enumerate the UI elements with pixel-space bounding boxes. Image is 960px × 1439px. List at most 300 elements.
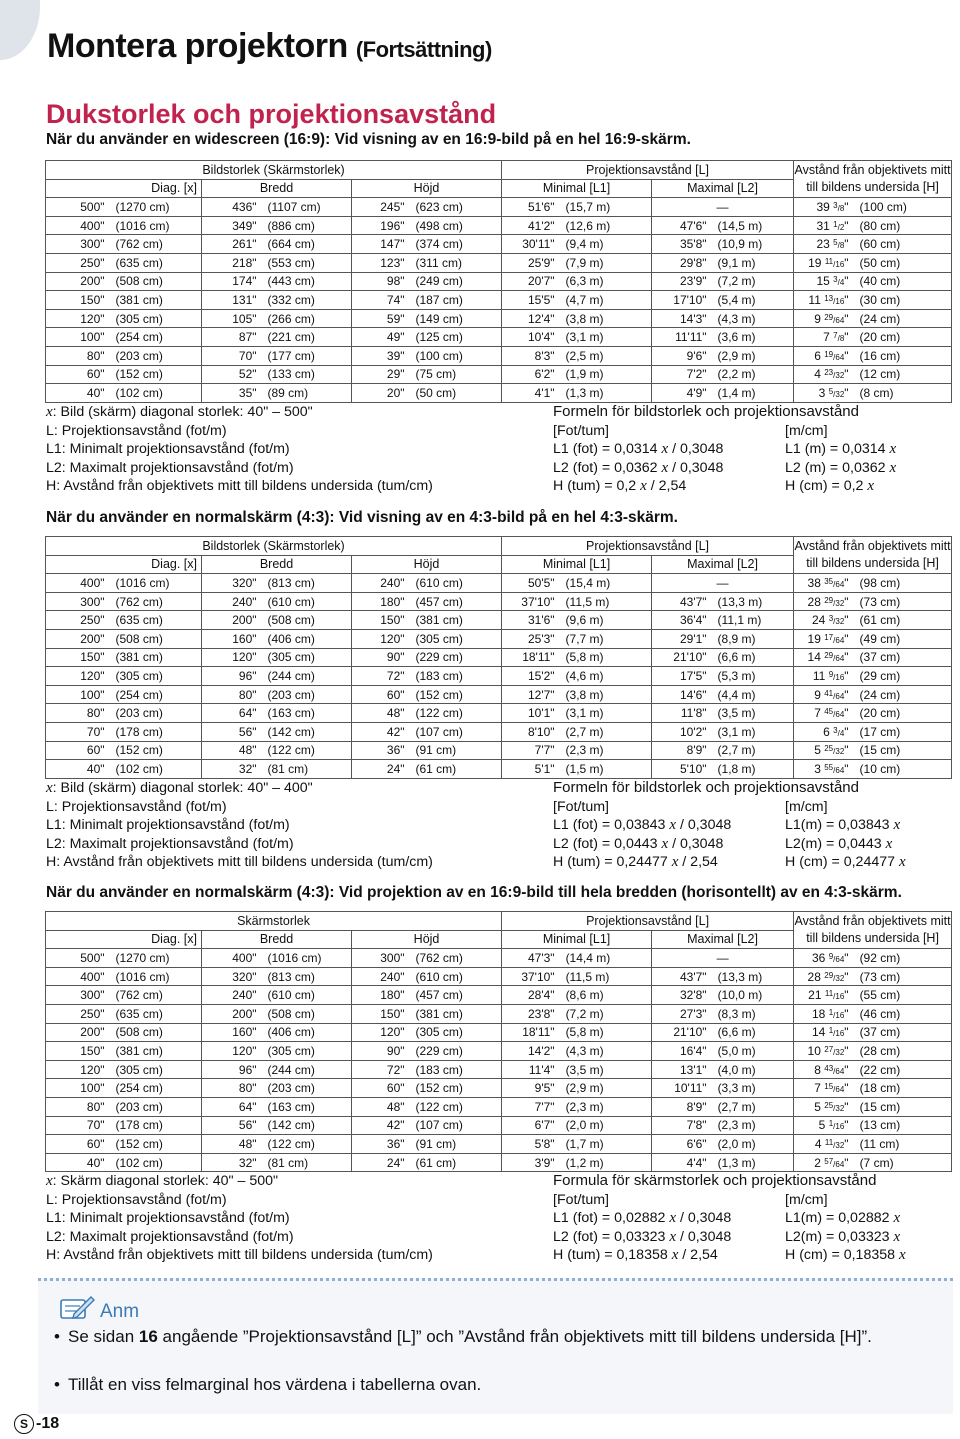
fraction: $^{23}$/32 bbox=[824, 368, 845, 381]
table-cell: (311 cm) bbox=[410, 253, 502, 272]
table-cell: 8'3" bbox=[502, 346, 560, 365]
formula-row: L2 (fot) = 0,03323 x / 0,3048 L2(m) = 0,03323 x bbox=[553, 1228, 901, 1245]
table-cell: 60" bbox=[352, 685, 410, 704]
formula-row: L2 (fot) = 0,0443 x / 0,3048 L2(m) = 0,0443 x bbox=[553, 835, 893, 852]
table-cell: (762 cm) bbox=[110, 986, 202, 1005]
table-cell: 56" bbox=[202, 1116, 262, 1135]
table-cell: (254 cm) bbox=[110, 685, 202, 704]
table-cell: 6'7" bbox=[502, 1116, 560, 1135]
table-cell: (152 cm) bbox=[410, 685, 502, 704]
header-width: Bredd bbox=[202, 179, 352, 198]
legend-line: H: Avstånd från objektivets mitt till bildens undersida (tum/cm) bbox=[46, 478, 433, 495]
table-cell: 3 $^5$/32" bbox=[794, 384, 854, 403]
table-cell: (635 cm) bbox=[110, 1004, 202, 1023]
header-lens-height: Avstånd från objektivets mitt till bildens undersida [H] bbox=[794, 912, 952, 949]
table-cell: 80" bbox=[46, 1097, 110, 1116]
table-cell: 64" bbox=[202, 1097, 262, 1116]
table-cell: 23'9" bbox=[652, 272, 712, 291]
table-cell: 10'1" bbox=[502, 704, 560, 723]
table-cell: (14,4 m) bbox=[560, 949, 652, 968]
table-cell: (332 cm) bbox=[262, 291, 352, 310]
formula-unit-imperial: [Fot/tum] bbox=[553, 422, 609, 439]
table-cell: 5'8" bbox=[502, 1135, 560, 1154]
table-cell: 29" bbox=[352, 365, 410, 384]
table-cell: 200" bbox=[202, 611, 262, 630]
table-cell: 30'11" bbox=[502, 235, 560, 254]
header-screen-size: Bildstorlek (Skärmstorlek) bbox=[46, 161, 502, 180]
table-cell: 20'7" bbox=[502, 272, 560, 291]
table-cell: 36" bbox=[352, 741, 410, 760]
formula-row: L1 (fot) = 0,02882 x / 0,3048 L1(m) = 0,02882 x bbox=[553, 1210, 901, 1227]
table-cell: (102 cm) bbox=[110, 760, 202, 779]
table-cell: (508 cm) bbox=[110, 1023, 202, 1042]
table-cell: 200" bbox=[46, 1023, 110, 1042]
table-cell: 60" bbox=[46, 365, 110, 384]
table-cell: (406 cm) bbox=[262, 629, 352, 648]
table-cell: (50 cm) bbox=[410, 384, 502, 403]
table-cell: 59" bbox=[352, 309, 410, 328]
table-heading: När du använder en normalskärm (4:3): Vid visning av en 4:3-bild på en hel 4:3-skärm. bbox=[46, 509, 678, 526]
table-cell: (10,0 m) bbox=[712, 986, 794, 1005]
fraction: $^{45}$/64 bbox=[824, 707, 845, 720]
table-row bbox=[46, 704, 952, 723]
table-cell: 4'1" bbox=[502, 384, 560, 403]
table-cell: 3 $^{55}$/64" bbox=[794, 760, 854, 779]
table-cell: (122 cm) bbox=[410, 1097, 502, 1116]
note-bullet: • Se sidan 16 angående ”Projektionsavstånd [L]” och ”Avstånd från objektivets mitt till bildens undersida [H]”. bbox=[54, 1327, 872, 1346]
table-cell: (2,3 m) bbox=[560, 1097, 652, 1116]
table-cell: 7'2" bbox=[652, 365, 712, 384]
table-cell: 150" bbox=[46, 648, 110, 667]
table-cell: (266 cm) bbox=[262, 309, 352, 328]
table-cell: (1,3 m) bbox=[560, 384, 652, 403]
formula-unit-imperial: [Fot/tum] bbox=[553, 1191, 609, 1208]
table-cell: 17'10" bbox=[652, 291, 712, 310]
table-cell: 8'9" bbox=[652, 741, 712, 760]
table-cell: 7'8" bbox=[652, 1116, 712, 1135]
fraction: $^{27}$/32 bbox=[824, 1044, 845, 1057]
legend-line: x: Bild (skärm) diagonal storlek: 40" – 500" bbox=[46, 404, 313, 420]
table-cell: (203 cm) bbox=[110, 346, 202, 365]
table-row bbox=[46, 1116, 952, 1135]
table-cell: (1107 cm) bbox=[262, 198, 352, 217]
table-cell: (1,9 m) bbox=[560, 365, 652, 384]
table-cell: 500" bbox=[46, 198, 110, 217]
table-cell: 80" bbox=[46, 704, 110, 723]
table-cell: 48" bbox=[202, 741, 262, 760]
table-cell: 300" bbox=[352, 949, 410, 968]
header-width: Bredd bbox=[202, 930, 352, 949]
table-cell: 13'1" bbox=[652, 1060, 712, 1079]
table-cell: 15 $^3$/4" bbox=[794, 272, 854, 291]
table-cell: (11,5 m) bbox=[560, 592, 652, 611]
table-cell: (7,2 m) bbox=[560, 1004, 652, 1023]
table-cell: 87" bbox=[202, 328, 262, 347]
table-cell: 32" bbox=[202, 1153, 262, 1172]
table-cell: 123" bbox=[352, 253, 410, 272]
table-cell: 120" bbox=[352, 1023, 410, 1042]
table-cell: (5,4 m) bbox=[712, 291, 794, 310]
table-cell: (100 cm) bbox=[410, 346, 502, 365]
fraction: $^3$/4 bbox=[833, 275, 845, 288]
fraction: $^3$/32 bbox=[828, 614, 845, 627]
table-cell: (102 cm) bbox=[110, 1153, 202, 1172]
table-cell: 39 $^3$/8" bbox=[794, 198, 854, 217]
table-cell: 261" bbox=[202, 235, 262, 254]
table-cell: 36'4" bbox=[652, 611, 712, 630]
table-cell: (381 cm) bbox=[110, 291, 202, 310]
table-cell: (2,3 m) bbox=[560, 741, 652, 760]
fraction: $^{55}$/64 bbox=[824, 762, 845, 775]
table-row bbox=[46, 1042, 952, 1061]
table-cell: 150" bbox=[352, 611, 410, 630]
table-cell: (2,7 m) bbox=[712, 741, 794, 760]
table-cell: 8 $^{43}$/64" bbox=[794, 1060, 854, 1079]
table-cell: 72" bbox=[352, 1060, 410, 1079]
table-cell: (4,6 m) bbox=[560, 667, 652, 686]
table-row bbox=[46, 629, 952, 648]
fraction: $^{29}$/32 bbox=[824, 970, 845, 983]
table-cell: 10'2" bbox=[652, 722, 712, 741]
table-cell: (305 cm) bbox=[262, 648, 352, 667]
table-cell: 19 $^{11}$/16" bbox=[794, 253, 854, 272]
formula-row: L2 (fot) = 0,0362 x / 0,3048 L2 (m) = 0,0362 x bbox=[553, 459, 897, 476]
table-cell: — bbox=[652, 198, 794, 217]
table-cell: (2,3 m) bbox=[712, 1116, 794, 1135]
table-cell: (142 cm) bbox=[262, 722, 352, 741]
table-cell: (16 cm) bbox=[854, 346, 952, 365]
pencil-note-icon bbox=[58, 1292, 96, 1322]
table-cell: 160" bbox=[202, 1023, 262, 1042]
table-cell: 4 $^{11}$/32" bbox=[794, 1135, 854, 1154]
formula-row: H (tum) = 0,18358 x / 2,54 H (cm) = 0,18358 x bbox=[553, 1247, 906, 1264]
table-cell: (61 cm) bbox=[854, 611, 952, 630]
table-cell: (73 cm) bbox=[854, 967, 952, 986]
table-cell: 43'7" bbox=[652, 967, 712, 986]
table-cell: 98" bbox=[352, 272, 410, 291]
table-cell: (381 cm) bbox=[410, 611, 502, 630]
table-cell: 25'3" bbox=[502, 629, 560, 648]
table-cell: (22 cm) bbox=[854, 1060, 952, 1079]
table-cell: (4,3 m) bbox=[560, 1042, 652, 1061]
table-cell: (7 cm) bbox=[854, 1153, 952, 1172]
table-cell: 40" bbox=[46, 760, 110, 779]
table-cell: (1016 cm) bbox=[110, 216, 202, 235]
table-cell: (4,0 m) bbox=[712, 1060, 794, 1079]
table-cell: (508 cm) bbox=[262, 611, 352, 630]
table-cell: 74" bbox=[352, 291, 410, 310]
table-cell: (6,3 m) bbox=[560, 272, 652, 291]
table-cell: (406 cm) bbox=[262, 1023, 352, 1042]
fraction: $^{29}$/64 bbox=[824, 312, 845, 325]
table-cell: (49 cm) bbox=[854, 629, 952, 648]
table-cell: (61 cm) bbox=[410, 760, 502, 779]
table-row bbox=[46, 722, 952, 741]
header-max: Maximal [L2] bbox=[652, 930, 794, 949]
table-cell: 349" bbox=[202, 216, 262, 235]
table-cell: 7 $^{45}$/64" bbox=[794, 704, 854, 723]
table-cell: (89 cm) bbox=[262, 384, 352, 403]
table-cell: 300" bbox=[46, 986, 110, 1005]
table-cell: 180" bbox=[352, 592, 410, 611]
formula-block bbox=[553, 403, 896, 496]
table-cell: 300" bbox=[46, 235, 110, 254]
fraction: $^1$/2 bbox=[833, 219, 845, 232]
table-cell: 11'4" bbox=[502, 1060, 560, 1079]
fraction: $^{11}$/16 bbox=[824, 989, 845, 1002]
table-cell: (91 cm) bbox=[410, 741, 502, 760]
table-cell: 12'4" bbox=[502, 309, 560, 328]
table-row bbox=[46, 685, 952, 704]
table-cell: (508 cm) bbox=[110, 629, 202, 648]
table-cell: (73 cm) bbox=[854, 592, 952, 611]
table-row bbox=[46, 216, 952, 235]
table-row bbox=[46, 667, 952, 686]
table-cell: (1016 cm) bbox=[110, 574, 202, 593]
table-cell: 35'8" bbox=[652, 235, 712, 254]
table-cell: (4,3 m) bbox=[712, 309, 794, 328]
header-min: Minimal [L1] bbox=[502, 179, 652, 198]
table-cell: (81 cm) bbox=[262, 1153, 352, 1172]
table-cell: (28 cm) bbox=[854, 1042, 952, 1061]
table-cell: 24" bbox=[352, 760, 410, 779]
fraction: $^1$/16 bbox=[828, 1007, 845, 1020]
table-cell: (553 cm) bbox=[262, 253, 352, 272]
table-row bbox=[46, 309, 952, 328]
legend-line: x: Bild (skärm) diagonal storlek: 40" – 400" bbox=[46, 780, 313, 796]
table-cell: (610 cm) bbox=[262, 592, 352, 611]
table-cell: 120" bbox=[202, 1042, 262, 1061]
table-row bbox=[46, 986, 952, 1005]
table-cell: (664 cm) bbox=[262, 235, 352, 254]
table-cell: (142 cm) bbox=[262, 1116, 352, 1135]
table-cell: (305 cm) bbox=[110, 309, 202, 328]
table-cell: 14'2" bbox=[502, 1042, 560, 1061]
legend-line: H: Avstånd från objektivets mitt till bildens undersida (tum/cm) bbox=[46, 854, 433, 871]
table-cell: (813 cm) bbox=[262, 574, 352, 593]
table-cell: 8'10" bbox=[502, 722, 560, 741]
header-screen-size: Bildstorlek (Skärmstorlek) bbox=[46, 537, 502, 556]
table-cell: (152 cm) bbox=[110, 1135, 202, 1154]
table-cell: 52" bbox=[202, 365, 262, 384]
formula-unit-metric: [m/cm] bbox=[785, 798, 828, 815]
table-cell: 6 $^{19}$/64" bbox=[794, 346, 854, 365]
table-cell: (610 cm) bbox=[410, 967, 502, 986]
table-cell: (163 cm) bbox=[262, 1097, 352, 1116]
table-cell: 200" bbox=[202, 1004, 262, 1023]
table-row bbox=[46, 574, 952, 593]
table-cell: (122 cm) bbox=[410, 704, 502, 723]
table-cell: 120" bbox=[202, 648, 262, 667]
table-cell: (40 cm) bbox=[854, 272, 952, 291]
formula-row: L1 (fot) = 0,03843 x / 0,3048 L1(m) = 0,03843 x bbox=[553, 817, 901, 834]
table-cell: (4,7 m) bbox=[560, 291, 652, 310]
table-cell: (1,5 m) bbox=[560, 760, 652, 779]
header-lens-height: Avstånd från objektivets mitt till bildens undersida [H] bbox=[794, 537, 952, 574]
table-cell: 400" bbox=[46, 967, 110, 986]
legend-line: L2: Maximalt projektionsavstånd (fot/m) bbox=[46, 1228, 294, 1245]
table-cell: (5,0 m) bbox=[712, 1042, 794, 1061]
table-cell: (92 cm) bbox=[854, 949, 952, 968]
table-cell: (10 cm) bbox=[854, 760, 952, 779]
table-cell: (11,1 m) bbox=[712, 611, 794, 630]
fraction: $^7$/8 bbox=[833, 331, 845, 344]
table-cell: 11 $^{13}$/16" bbox=[794, 291, 854, 310]
table-cell: 7 $^{15}$/64" bbox=[794, 1079, 854, 1098]
table-cell: (29 cm) bbox=[854, 667, 952, 686]
header-lens-height: Avstånd från objektivets mitt till bildens undersida [H] bbox=[794, 161, 952, 198]
table-cell: (8,9 m) bbox=[712, 629, 794, 648]
fraction: $^{25}$/32 bbox=[824, 1100, 845, 1113]
table-cell: (3,1 m) bbox=[560, 328, 652, 347]
table-cell: (14,5 m) bbox=[712, 216, 794, 235]
table-cell: 400" bbox=[202, 949, 262, 968]
table-cell: (187 cm) bbox=[410, 291, 502, 310]
table-cell: (5,8 m) bbox=[560, 648, 652, 667]
fraction: $^{11}$/32 bbox=[824, 1137, 845, 1150]
header-projection-distance: Projektionsavstånd [L] bbox=[502, 161, 794, 180]
table-cell: 4'9" bbox=[652, 384, 712, 403]
table-row bbox=[46, 235, 952, 254]
table-cell: (15 cm) bbox=[854, 741, 952, 760]
formula-title: Formula för skärmstorlek och projektionsavstånd bbox=[553, 1172, 877, 1189]
note-title: Anm bbox=[100, 1301, 140, 1322]
formula-unit-metric: [m/cm] bbox=[785, 422, 828, 439]
table-cell: (229 cm) bbox=[410, 1042, 502, 1061]
fraction: $^{29}$/64 bbox=[824, 651, 845, 664]
table-cell: 7'7" bbox=[502, 1097, 560, 1116]
table-cell: 147" bbox=[352, 235, 410, 254]
fraction: $^{19}$/64 bbox=[824, 349, 845, 362]
table-cell: 90" bbox=[352, 648, 410, 667]
table-cell: 17'5" bbox=[652, 667, 712, 686]
table-cell: (7,9 m) bbox=[560, 253, 652, 272]
table-cell: 120" bbox=[46, 667, 110, 686]
table-cell: (3,6 m) bbox=[712, 328, 794, 347]
table-cell: 250" bbox=[46, 253, 110, 272]
table-row bbox=[46, 328, 952, 347]
table-cell: 436" bbox=[202, 198, 262, 217]
table-row bbox=[46, 1060, 952, 1079]
table-cell: 7 $^7$/8" bbox=[794, 328, 854, 347]
table-cell: 41'2" bbox=[502, 216, 560, 235]
table-cell: (762 cm) bbox=[410, 949, 502, 968]
table-cell: (305 cm) bbox=[410, 629, 502, 648]
formula-unit-metric: [m/cm] bbox=[785, 1191, 828, 1208]
table-cell: (9,4 m) bbox=[560, 235, 652, 254]
table-row bbox=[46, 1097, 952, 1116]
table-cell: 131" bbox=[202, 291, 262, 310]
table-cell: 150" bbox=[46, 1042, 110, 1061]
table-cell: 12'7" bbox=[502, 685, 560, 704]
table-cell: (381 cm) bbox=[110, 648, 202, 667]
table-cell: 28 $^{29}$/32" bbox=[794, 967, 854, 986]
table-cell: 32" bbox=[202, 760, 262, 779]
header-projection-distance: Projektionsavstånd [L] bbox=[502, 537, 794, 556]
table-cell: (107 cm) bbox=[410, 722, 502, 741]
table-cell: 9'5" bbox=[502, 1079, 560, 1098]
table-cell: (203 cm) bbox=[262, 1079, 352, 1098]
table-cell: (75 cm) bbox=[410, 365, 502, 384]
table-cell: (4,4 m) bbox=[712, 685, 794, 704]
table-cell: (2,9 m) bbox=[712, 346, 794, 365]
table-cell: (1,7 m) bbox=[560, 1135, 652, 1154]
table-cell: 15'5" bbox=[502, 291, 560, 310]
table-cell: (305 cm) bbox=[110, 1060, 202, 1079]
table-cell: (100 cm) bbox=[854, 198, 952, 217]
table-cell: 174" bbox=[202, 272, 262, 291]
table-cell: (762 cm) bbox=[110, 592, 202, 611]
table-cell: (37 cm) bbox=[854, 648, 952, 667]
table-cell: (2,0 m) bbox=[560, 1116, 652, 1135]
table-cell: 11 $^9$/16" bbox=[794, 667, 854, 686]
legend-line: L: Projektionsavstånd (fot/m) bbox=[46, 422, 227, 439]
table-cell: 240" bbox=[352, 967, 410, 986]
table-cell: 70" bbox=[46, 1116, 110, 1135]
note-bullet: • Tillåt en viss felmarginal hos värdena i tabellerna ovan. bbox=[54, 1375, 482, 1394]
projection-table bbox=[45, 536, 952, 779]
legend-line: L: Projektionsavstånd (fot/m) bbox=[46, 798, 227, 815]
fraction: $^{43}$/64 bbox=[824, 1063, 845, 1076]
table-cell: (886 cm) bbox=[262, 216, 352, 235]
table-cell: 6 $^3$/4" bbox=[794, 722, 854, 741]
table-cell: (610 cm) bbox=[262, 986, 352, 1005]
table-cell: 28'4" bbox=[502, 986, 560, 1005]
table-cell: 120" bbox=[352, 629, 410, 648]
table-cell: 24" bbox=[352, 1153, 410, 1172]
table-cell: (149 cm) bbox=[410, 309, 502, 328]
table-cell: (91 cm) bbox=[410, 1135, 502, 1154]
table-cell: 40" bbox=[46, 384, 110, 403]
table-cell: (457 cm) bbox=[410, 986, 502, 1005]
table-cell: 320" bbox=[202, 967, 262, 986]
table-cell: — bbox=[652, 574, 794, 593]
header-max: Maximal [L2] bbox=[652, 179, 794, 198]
table-cell: 4 $^{23}$/32" bbox=[794, 365, 854, 384]
table-row bbox=[46, 1004, 952, 1023]
table-cell: 120" bbox=[46, 309, 110, 328]
table-cell: — bbox=[652, 949, 794, 968]
table-cell: 5 $^{25}$/32" bbox=[794, 741, 854, 760]
table-cell: (1016 cm) bbox=[262, 949, 352, 968]
table-cell: (7,7 m) bbox=[560, 629, 652, 648]
table-cell: (1,8 m) bbox=[712, 760, 794, 779]
table-cell: (1,4 m) bbox=[712, 384, 794, 403]
table-row bbox=[46, 365, 952, 384]
table-cell: (623 cm) bbox=[410, 198, 502, 217]
legend-notes bbox=[46, 403, 433, 496]
table-cell: (203 cm) bbox=[110, 704, 202, 723]
table-cell: (635 cm) bbox=[110, 611, 202, 630]
table-cell: 48" bbox=[202, 1135, 262, 1154]
table-cell: 100" bbox=[46, 685, 110, 704]
table-cell: 35" bbox=[202, 384, 262, 403]
table-cell: 38 $^{35}$/64" bbox=[794, 574, 854, 593]
header-diag: Diag. [x] bbox=[46, 179, 202, 198]
table-cell: (122 cm) bbox=[262, 741, 352, 760]
table-cell: (50 cm) bbox=[854, 253, 952, 272]
table-cell: 16'4" bbox=[652, 1042, 712, 1061]
table-cell: 250" bbox=[46, 611, 110, 630]
legend-line: L2: Maximalt projektionsavstånd (fot/m) bbox=[46, 459, 294, 476]
table-cell: (30 cm) bbox=[854, 291, 952, 310]
table-cell: 250" bbox=[46, 1004, 110, 1023]
table-cell: (163 cm) bbox=[262, 704, 352, 723]
table-cell: 48" bbox=[352, 1097, 410, 1116]
table-cell: 37'10" bbox=[502, 967, 560, 986]
table-cell: (12 cm) bbox=[854, 365, 952, 384]
fraction: $^{15}$/64 bbox=[824, 1082, 845, 1095]
